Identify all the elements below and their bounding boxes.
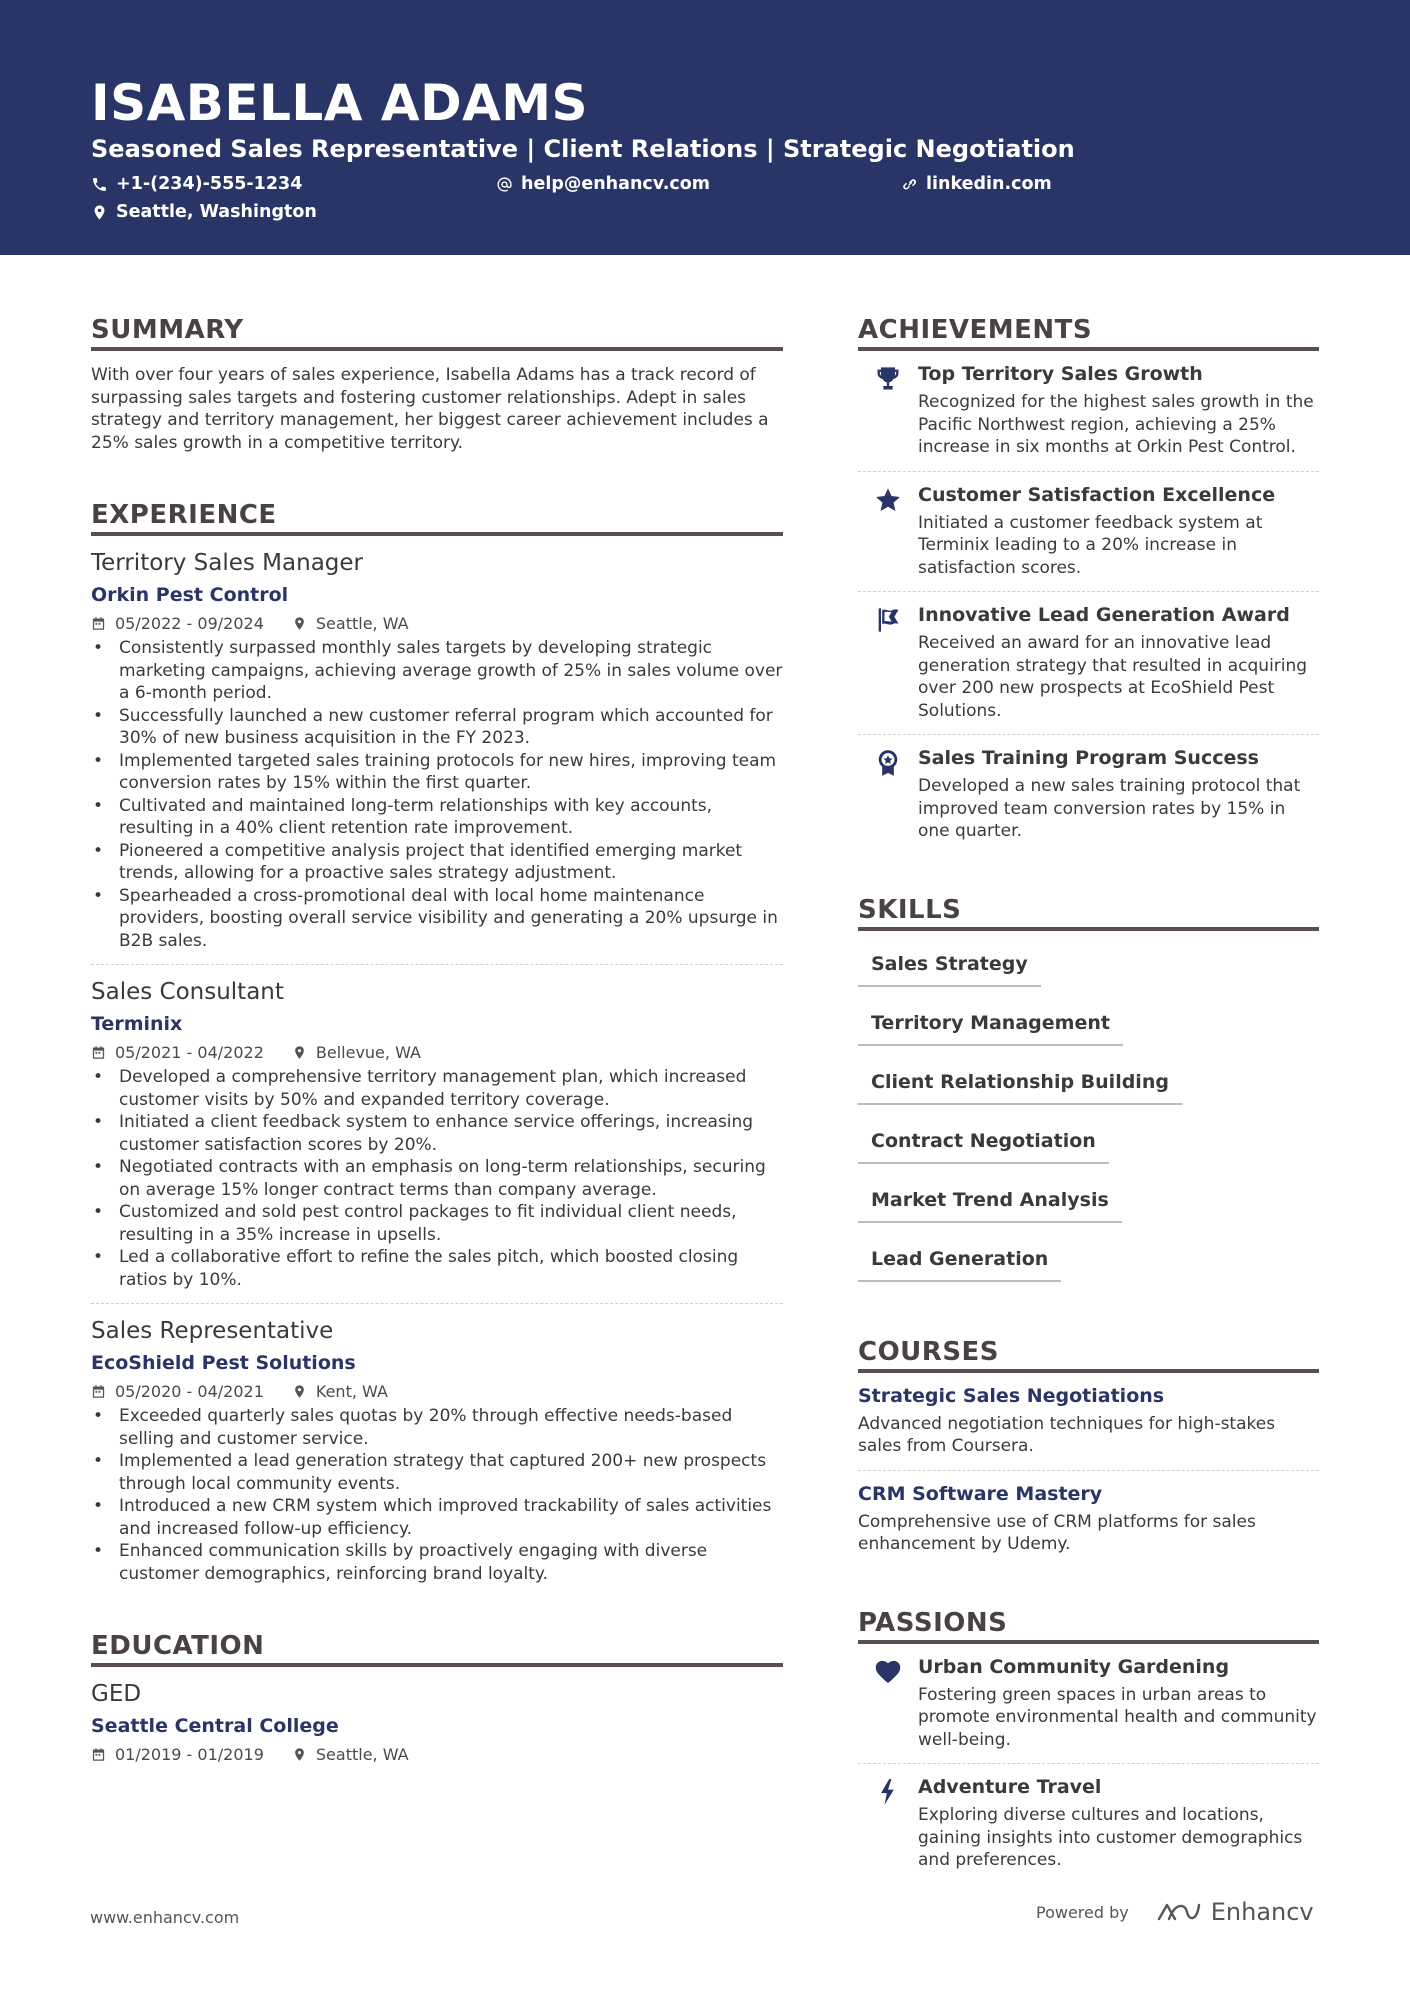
job-meta [91,1382,783,1401]
job-meta [91,614,783,633]
passion-desc: Exploring diverse cultures and locations, gaining insights into customer demographics and preferences. [918,1805,1303,1870]
left-column [91,315,783,1764]
education-dates: 01/2019 - 01/2019 [115,1745,264,1764]
calendar-icon [91,1045,106,1060]
bullet-item: • Pioneered a competitive analysis project that identified emerging market trends, allowing for a proactive sales strategy adjustment. [91,840,783,885]
company-name: Terminix [91,1013,183,1035]
website-text: linkedin.com [926,174,1052,194]
achievement-title: Top Territory Sales Growth [918,363,1203,385]
phone-icon [91,176,108,193]
location-pin-icon [292,616,307,631]
course-title: CRM Software Mastery [858,1482,1103,1505]
job-title: Territory Sales Manager [91,550,364,576]
job-location-text: Seattle, WA [315,614,409,633]
achievement-title: Innovative Lead Generation Award [918,604,1290,626]
skill-tag: Client Relationship Building [858,1061,1182,1105]
job-meta [91,1043,783,1062]
headline: Seasoned Sales Representative | Client Relations | Strategic Negotiation [91,135,1075,163]
school-name: Seattle Central College [91,1715,339,1737]
trophy-icon [874,365,902,393]
job-bullets [91,1405,783,1585]
course-item [858,1471,1319,1568]
education-location [292,1745,409,1764]
bullet-item: • Implemented targeted sales training protocols for new hires, improving team conversion rates by 15% within the first quarter. [91,750,783,795]
achievement-desc: Initiated a customer feedback system at Terminix leading to a 20% increase in satisfaction scores. [918,512,1263,578]
job-dates: 05/2020 - 04/2021 [115,1382,264,1401]
education-meta [91,1745,783,1764]
course-desc: Comprehensive use of CRM platforms for sales enhancement by Udemy. [858,1511,1256,1554]
skills-title: SKILLS [858,895,1319,931]
location-text: Seattle, Washington [116,202,317,222]
right-column [858,315,1319,1884]
bullet-item: • Spearheaded a cross-promotional deal with local home maintenance providers, boosting overall service visibility and generating a 20% upsurge in B2B sales. [91,885,783,953]
calendar-icon [91,1747,106,1762]
bullet-item: • Enhanced communication skills by proactively engaging with diverse customer demographics, reinforcing brand loyalty. [91,1540,783,1585]
skill-tag: Sales Strategy [858,943,1041,987]
powered-by-label: Powered by [1036,1902,1129,1922]
bullet-item: • Successfully launched a new customer referral program which accounted for 30% of new business acquisition in the FY 2023. [91,705,783,750]
job-bullets [91,637,783,952]
link-icon [901,176,918,193]
education-title: EDUCATION [91,1631,783,1667]
course-item [858,1373,1319,1471]
achievement-item [858,472,1319,593]
bullet-item: • Exceeded quarterly sales quotas by 20% through effective needs-based selling and customer service. [91,1405,783,1450]
job-dates: 05/2021 - 04/2022 [115,1043,264,1062]
email-text: help@enhancv.com [521,174,711,194]
location-contact [91,202,317,222]
passion-title: Adventure Travel [918,1776,1102,1798]
company-name: EcoShield Pest Solutions [91,1352,356,1374]
medal-icon [874,749,902,777]
resume-header [0,0,1410,255]
email-contact[interactable] [496,174,710,194]
job-bullets [91,1066,783,1291]
passion-item [858,1764,1319,1884]
footer-branding [1036,1898,1314,1926]
skill-tag: Territory Management [858,1002,1123,1046]
location-pin-icon [292,1747,307,1762]
education-entry [91,1681,783,1764]
achievement-desc: Recognized for the highest sales growth in the Pacific Northwest region, achieving a 25% increase in six months at Orkin Pest Control. [918,392,1314,457]
flag-icon [874,606,902,634]
phone-contact[interactable] [91,174,302,194]
job-dates: 05/2022 - 09/2024 [115,614,264,633]
job-title: Sales Representative [91,1318,334,1344]
job-location-text: Kent, WA [315,1382,388,1401]
achievement-title: Sales Training Program Success [918,747,1259,769]
job-location [292,614,409,633]
bullet-item: • Initiated a client feedback system to enhance service offerings, increasing customer satisfaction scores by 20%. [91,1111,783,1156]
bullet-item: • Introduced a new CRM system which improved trackability of sales activities and increased follow-up efficiency. [91,1495,783,1540]
skills-list [858,943,1319,1297]
job-location-text: Bellevue, WA [315,1043,421,1062]
location-pin-icon [292,1045,307,1060]
job-location [292,1043,421,1062]
divider [91,964,783,965]
course-desc: Advanced negotiation techniques for high-stakes sales from Coursera. [858,1413,1276,1456]
passion-item [858,1644,1319,1765]
job-entry [91,550,783,965]
bullet-item: • Cultivated and maintained long-term relationships with key accounts, resulting in a 40% client retention rate improvement. [91,795,783,840]
passion-desc: Fostering green spaces in urban areas to promote environmental health and community well-being. [918,1684,1317,1750]
heart-icon [874,1658,902,1686]
job-entry [91,979,783,1304]
courses-title: COURSES [858,1337,1319,1373]
location-pin-icon [91,204,108,221]
achievement-desc: Received an award for an innovative lead generation strategy that resulted in acquiring over 200 new prospects at EcoShield Pest Solutions. [918,633,1308,721]
bullet-item: • Developed a comprehensive territory management plan, which increased customer visits by 50% and expanded territory coverage. [91,1066,783,1111]
course-title: Strategic Sales Negotiations [858,1384,1165,1407]
footer-website[interactable]: www.enhancv.com [90,1908,240,1927]
achievement-item [858,351,1319,472]
star-icon [874,486,902,514]
calendar-icon [91,1384,106,1399]
skill-tag: Lead Generation [858,1238,1061,1282]
passion-title: Urban Community Gardening [918,1655,1230,1678]
at-icon [496,176,513,193]
job-entry [91,1318,783,1585]
enhancv-logo-icon [1155,1899,1201,1925]
summary-title: SUMMARY [91,315,783,351]
company-name: Orkin Pest Control [91,584,289,606]
lightning-icon [874,1778,902,1806]
achievement-item [858,735,1319,855]
achievement-item [858,592,1319,735]
bullet-item: • Negotiated contracts with an emphasis on long-term relationships, securing on average 15% longer contract terms than company average. [91,1156,783,1201]
bullet-item: • Customized and sold pest control packages to fit individual client needs, resulting in a 35% increase in upsells. [91,1201,783,1246]
achievements-title: ACHIEVEMENTS [858,315,1319,351]
passions-title: PASSIONS [858,1608,1319,1644]
bullet-item: • Consistently surpassed monthly sales targets by developing strategic marketing campaigns, achieving average growth of 25% in sales volume over a 6-month period. [91,637,783,705]
website-contact[interactable] [901,174,1052,194]
brand-logo[interactable] [1155,1898,1314,1926]
job-title: Sales Consultant [91,979,284,1005]
achievement-title: Customer Satisfaction Excellence [918,483,1276,506]
degree: GED [91,1681,142,1707]
experience-title: EXPERIENCE [91,500,783,536]
summary-text: With over four years of sales experience, Isabella Adams has a track record of surpassing sales targets and fostering customer relationships. Adept in sales strategy and territory management, her biggest career achievement includes a 25% sales growth in a competitive territory. [91,365,769,453]
calendar-icon [91,616,106,631]
skill-tag: Contract Negotiation [858,1120,1109,1164]
candidate-name: ISABELLA ADAMS [91,74,589,132]
divider [91,1303,783,1304]
bullet-item: • Led a collaborative effort to refine the sales pitch, which boosted closing ratios by 10%. [91,1246,783,1291]
bullet-item: • Implemented a lead generation strategy that captured 200+ new prospects through local community events. [91,1450,783,1495]
skill-tag: Market Trend Analysis [858,1179,1122,1223]
phone-text: +1-(234)-555-1234 [116,174,303,194]
brand-name: Enhancv [1210,1898,1314,1926]
achievement-desc: Developed a new sales training protocol that improved team conversion rates by 15% in one quarter. [918,776,1301,841]
location-pin-icon [292,1384,307,1399]
education-location-text: Seattle, WA [315,1745,409,1764]
job-location [292,1382,388,1401]
